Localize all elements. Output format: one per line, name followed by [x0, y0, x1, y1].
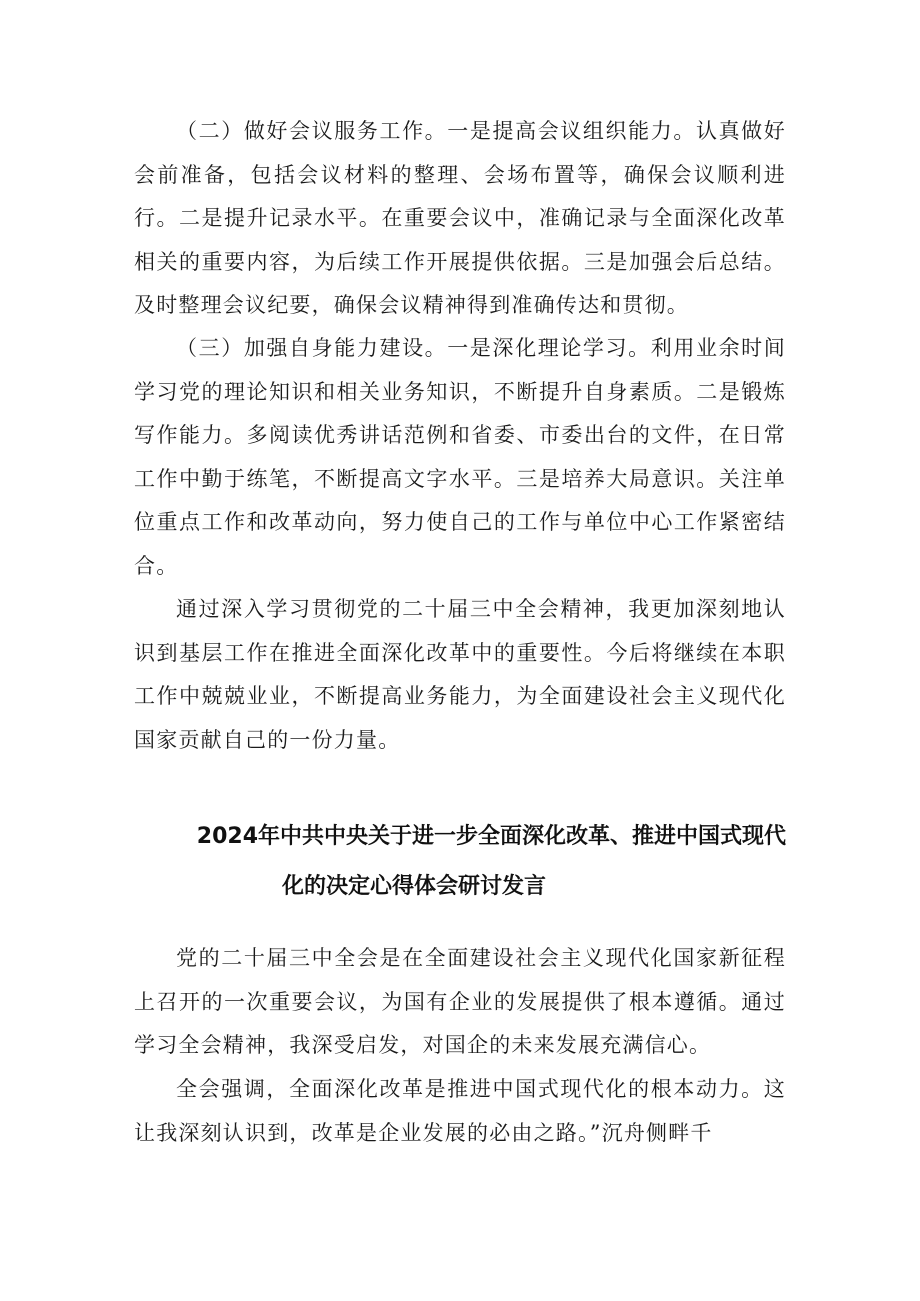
article-title	[134, 812, 786, 912]
paragraph-plenary-intro: 党的二十届三中全会是在全面建设社会主义现代化国家新征程上召开的一次重要会议，为国有企业的发展提供了根本遵循。通过学习全会精神，我深受启发，对国企的未来发展充满信心。	[134, 946, 786, 1058]
article-title-line-1: 2024年中共中央关于进一步全面深化改革、推进中国式现代	[196, 824, 786, 849]
paragraph-self-capacity: （三）加强自身能力建设。一是深化理论学习。利用业余时间学习党的理论知识和相关业务知识，不断提升自身素质。二是锻炼写作能力。多阅读优秀讲话范例和省委、市委出台的文件，在日常工作中勤于练笔，不断提高文字水平。三是培养大局意识。关注单位重点工作和改革动向，努力使自己的工作与单位中心工作紧密结合。	[134, 336, 786, 578]
paragraph-reform-emphasis: 全会强调，全面深化改革是推进中国式现代化的根本动力。这让我深刻认识到，改革是企业发展的必由之路。”沉舟侧畔千	[134, 1077, 786, 1145]
paragraph-meeting-service: （二）做好会议服务工作。一是提高会议组织能力。认真做好会前准备，包括会议材料的整理、会场布置等，确保会议顺利进行。二是提升记录水平。在重要会议中，准确记录与全面深化改革相关的重要内容，为后续工作开展提供依据。三是加强会后总结。及时整理会议纪要，确保会议精神得到准确传达和贯彻。	[134, 119, 786, 318]
article-title-line-2: 化的决定心得体会研讨发言	[282, 874, 547, 899]
paragraph-conclusion: 通过深入学习贯彻党的二十届三中全会精神，我更加深刻地认识到基层工作在推进全面深化改革中的重要性。今后将继续在本职工作中兢兢业业，不断提高业务能力，为全面建设社会主义现代化国家贡献自己的一份力量。	[134, 597, 786, 752]
